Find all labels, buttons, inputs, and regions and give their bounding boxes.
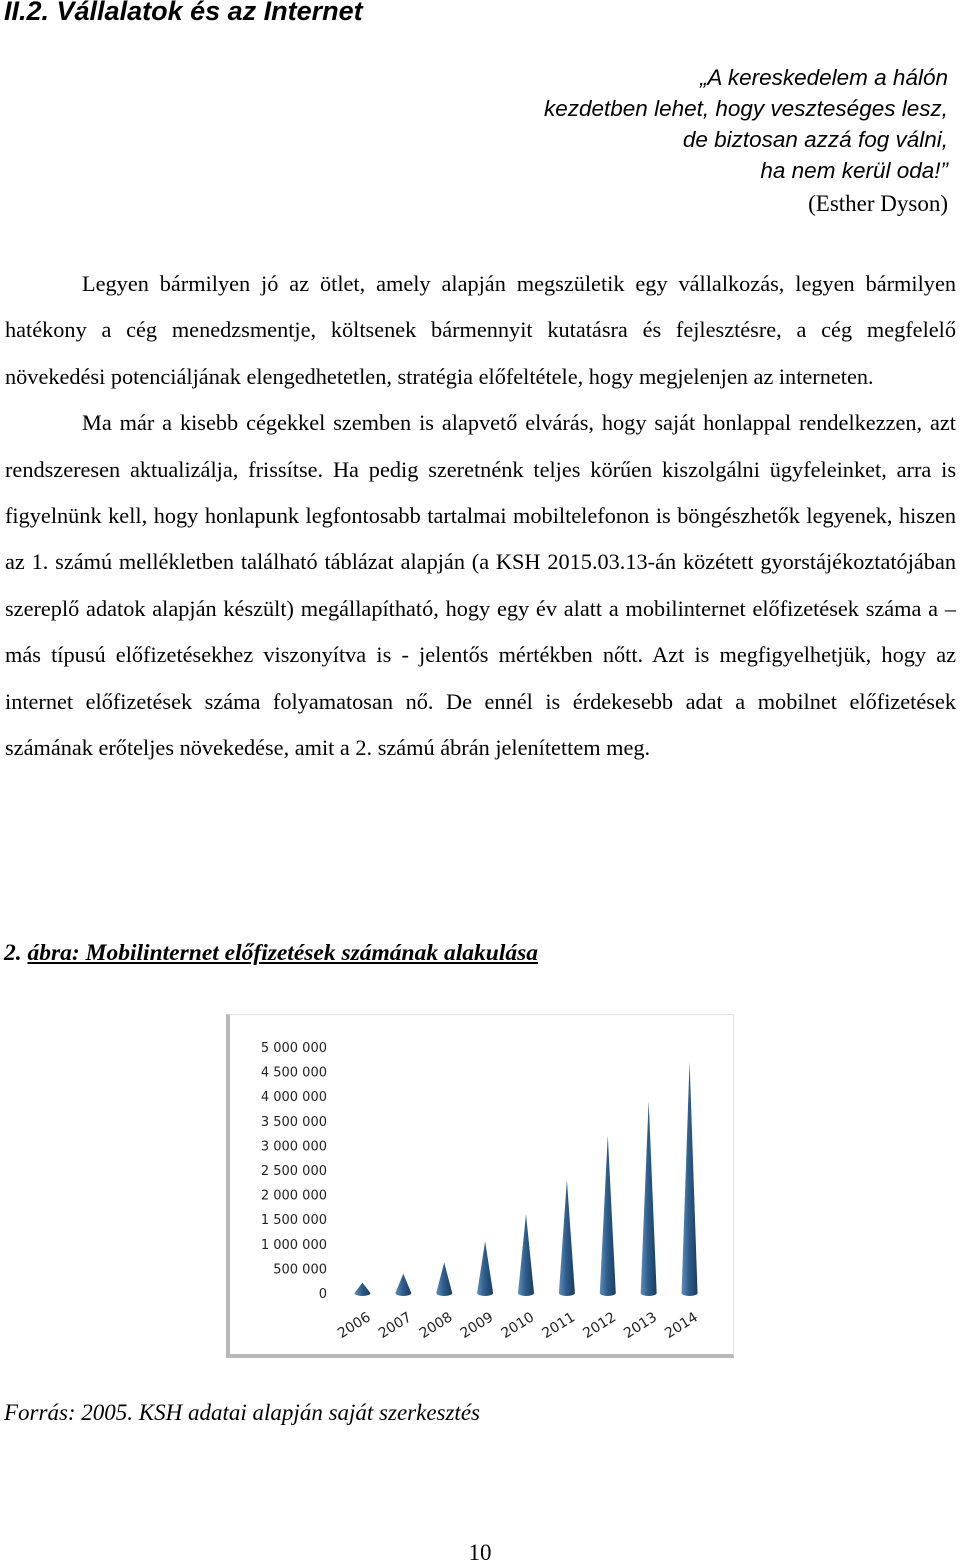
mobile-internet-chart xyxy=(226,1014,734,1358)
bar-cone-2012 xyxy=(600,1136,616,1296)
paragraph: Ma már a kisebb cégekkel szemben is alapvető elvárás, hogy saját honlappal rendelkezzen, azt rendszeresen aktualizálja, frissítse. Ha pedig szeretnénk teljes körűen kiszolgálni ügyfeleinket, arra is figyelnünk kell, hogy honlapunk legfontosabb tartalmai mobiltelefonon is böngészhetők legyenek, hiszen az 1. számú mellékletben található táblázat alapján (a KSH 2015.03.13-án közétett gyorstájékoztatójában szereplő adatok alapján készült) megállapítható, hogy egy év alatt a mobilinternet előfizetések száma a – más típusú előfizetésekhez viszonyítva is - jelentős mértékben nőtt. Azt is megfigyelhetjük, hogy az internet előfizetések száma folyamatosan nő. De ennél is érdekesebb adat a mobilnet előfizetések számának erőteljes növekedése, amit a 2. számú ábrán jelenítettem meg. xyxy=(5,410,956,761)
x-tick-label: 2008 xyxy=(416,1309,456,1342)
figure-source: Forrás: 2005. KSH adatai alapján saját szerkesztés xyxy=(4,1400,480,1425)
y-tick-label: 0 xyxy=(318,1287,327,1302)
figure-caption xyxy=(4,940,538,967)
bar-cone-2010 xyxy=(518,1214,534,1296)
body-text xyxy=(5,261,956,771)
y-tick-label: 2 500 000 xyxy=(260,1164,327,1179)
bar-cone-2009 xyxy=(477,1241,493,1296)
x-tick-label: 2009 xyxy=(457,1309,497,1342)
y-tick-label: 1 000 000 xyxy=(260,1237,327,1253)
x-tick-label: 2006 xyxy=(334,1309,374,1342)
y-tick-label: 500 000 xyxy=(273,1262,327,1278)
bar-cone-2014 xyxy=(682,1062,698,1296)
y-tick-label: 1 500 000 xyxy=(260,1213,327,1229)
figure-number: 2. xyxy=(4,940,28,966)
bar-cone-2011 xyxy=(559,1180,575,1296)
quote-line: de biztosan azzá fog válni, xyxy=(682,127,948,152)
bar-cone-2007 xyxy=(395,1274,411,1296)
page-number: 10 xyxy=(468,1540,492,1565)
y-tick-label: 5 000 000 xyxy=(260,1041,327,1056)
quote-line: „A kereskedelem a hálón xyxy=(699,65,948,90)
x-tick-label: 2007 xyxy=(375,1309,415,1342)
figure-caption-text: ábra: Mobilinternet előfizetések számának alakulása xyxy=(27,940,538,966)
bar-cone-2006 xyxy=(354,1283,370,1296)
y-tick-label: 4 500 000 xyxy=(260,1065,327,1081)
y-tick-label: 4 000 000 xyxy=(260,1090,327,1106)
chart-svg xyxy=(230,1015,733,1354)
paragraph: Legyen bármilyen jó az ötlet, amely alapján megszületik egy vállalkozás, legyen bármilyen hatékony a cég menedzsmentje, költsenek bármennyit kutatásra és fejlesztésre, a cég megfelelő növekedési potenciáljának elengedhetetlen, stratégia előfeltétele, hogy megjelenjen az interneten. xyxy=(5,271,956,389)
x-tick-label: 2014 xyxy=(662,1309,701,1342)
quote-line: kezdetben lehet, hogy veszteséges lesz, xyxy=(543,96,948,121)
y-tick-label: 3 000 000 xyxy=(260,1139,327,1155)
epigraph-quote xyxy=(428,62,948,219)
y-tick-label: 2 000 000 xyxy=(260,1188,327,1204)
x-tick-label: 2010 xyxy=(498,1309,538,1342)
bar-cone-2008 xyxy=(436,1262,452,1296)
x-tick-label: 2011 xyxy=(539,1309,579,1342)
quote-author: (Esther Dyson) xyxy=(808,191,948,216)
section-heading: II.2. Vállalatok és az Internet xyxy=(4,0,363,26)
bar-cone-2013 xyxy=(641,1101,657,1296)
y-tick-label: 3 500 000 xyxy=(260,1114,327,1130)
x-tick-label: 2013 xyxy=(621,1309,660,1342)
x-tick-label: 2012 xyxy=(580,1309,620,1342)
quote-line: ha nem kerül oda!” xyxy=(760,158,948,183)
